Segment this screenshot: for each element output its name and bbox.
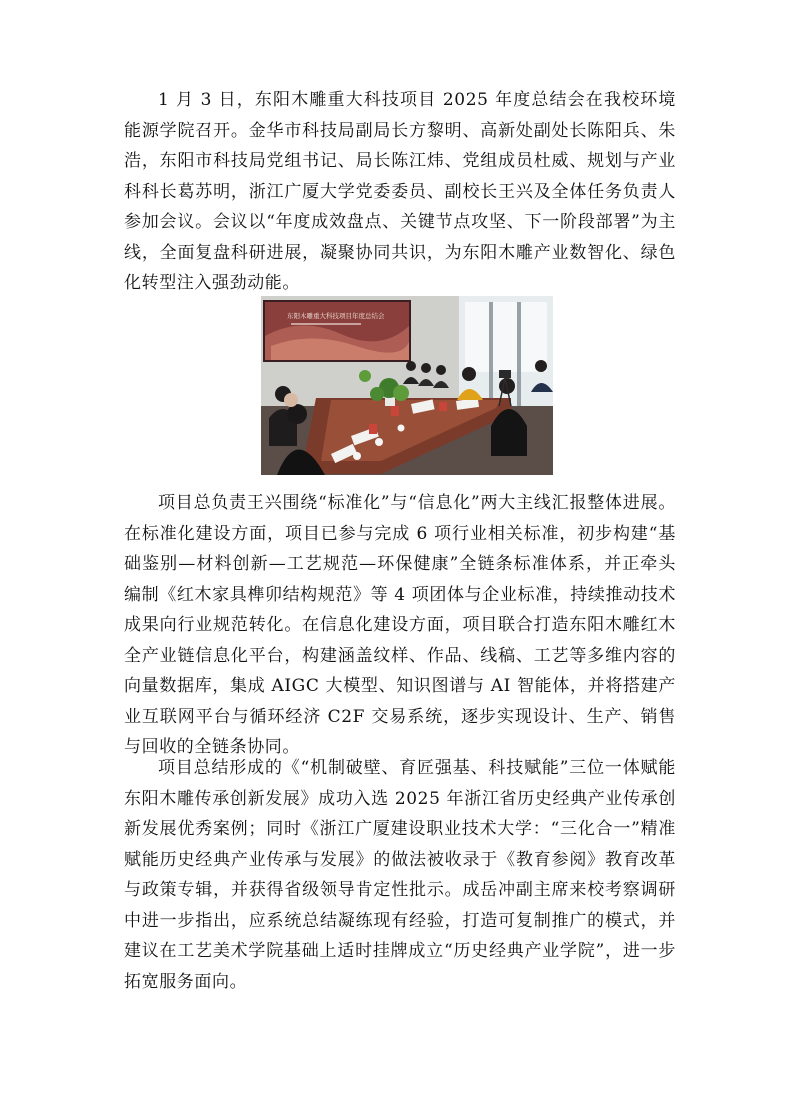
meeting-photo-icon <box>261 296 553 475</box>
paragraph-intro: 1 月 3 日，东阳木雕重大科技项目 2025 年度总结会在我校环境能源学院召开。金华市科技局副局长方黎明、高新处副处长陈阳兵、朱浩，东阳市科技局党组书记、局长陈江炜、党组成员杜威、规划与产业科科长葛苏明，浙江广厦大学党委委员、副校长王兴及全体任务负责人参加会议。会议以“年度成效盘点、关键节点攻坚、下一阶段部署”为主线，全面复盘科研进展，凝聚协同共识，为东阳木雕产业数智化、绿色化转型注入强劲动能。 <box>124 90 676 293</box>
meeting-photo <box>261 296 553 475</box>
screen-title: 东阳木雕重大科技项目年度总结会 <box>287 312 385 320</box>
paragraph-achievements: 项目总结形成的《“机制破壁、育匠强基、科技赋能”三位一体赋能东阳木雕传承创新发展》成功入选 2025 年浙江省历史经典产业传承创新发展优秀案例；同时《浙江广厦建设职业技术大学：“三化合一”精准赋能历史经典产业传承与发展》的做法被收录于《教育参阅》教育改革与政策专辑，并获得省级领导肯定性批示。成岳冲副主席来校考察调研中进一步指出，应系统总结凝练现有经验，打造可复制推广的模式，并建议在工艺美术学院基础上适时挂牌成立“历史经典产业学院”，进一步拓宽服务面向。 <box>124 758 676 992</box>
paragraph-progress: 项目总负责王兴围绕“标准化”与“信息化”两大主线汇报整体进展。在标准化建设方面，项目已参与完成 6 项行业相关标准，初步构建“基础鉴别—材料创新—工艺规范—环保健康”全链条标准体系，并正牵头编制《红木家具榫卯结构规范》等 4 项团体与企业标准，持续推动技术成果向行业规范转化。在信息化建设方面，项目联合打造东阳木雕红木全产业链信息化平台，构建涵盖纹样、作品、线稿、工艺等多维内容的向量数据库，集成 AIGC 大模型、知识图谱与 AI 智能体，并将搭建产业互联网平台与循环经济 C2F 交易系统，逐步实现设计、生产、销售与回收的全链条协同。 <box>124 493 676 757</box>
